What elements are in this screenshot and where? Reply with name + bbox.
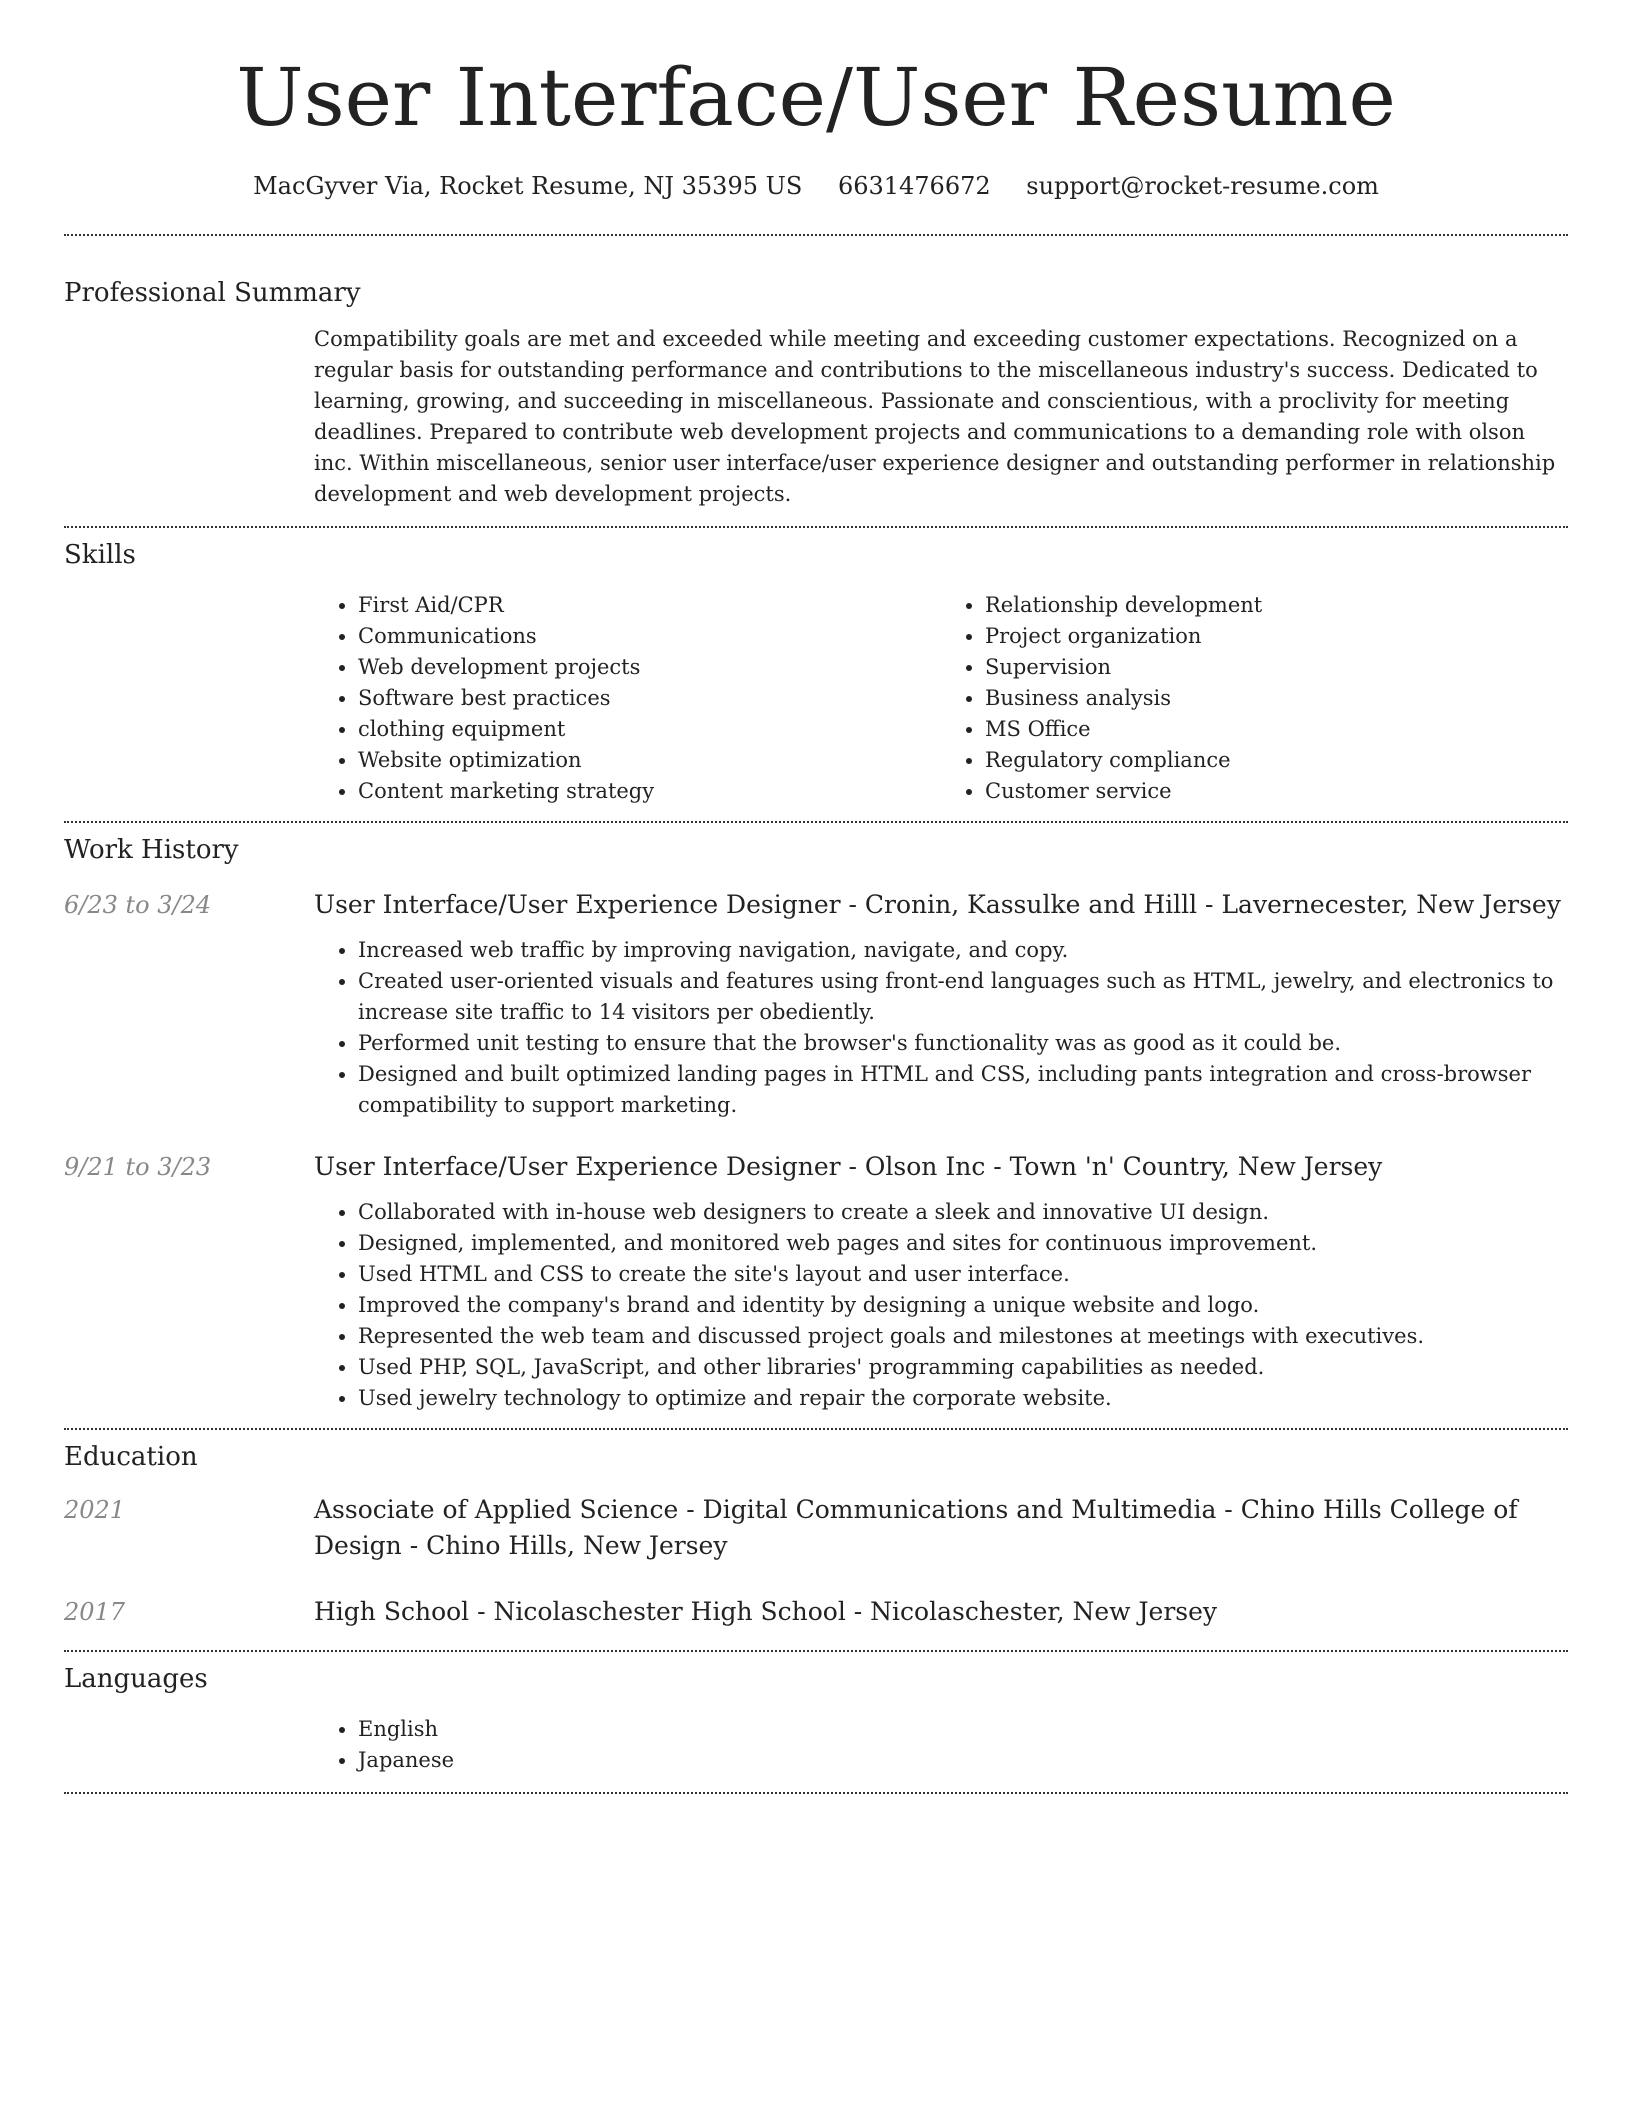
skill-item: • Content marketing strategy	[358, 776, 941, 807]
section-title-summary: Professional Summary	[64, 278, 361, 308]
language-item: • English	[358, 1714, 1568, 1745]
language-item: • Japanese	[358, 1745, 1568, 1776]
skill-item: • Software best practices	[358, 683, 941, 714]
job-bullet: • Designed and built optimized landing pages in HTML and CSS, including pants integration and cross-browser compatibility to support marketing.	[358, 1059, 1568, 1121]
summary-text: Compatibility goals are met and exceeded while meeting and exceeding customer expectations. Recognized on a regular basis for outstanding performance and contributions to the miscellaneous industry's success. Dedicated to learning, growing, and succeeding in miscellaneous. Passionate and conscientious, with a proclivity for meeting deadlines. Prepared to contribute web development projects and communications to a demanding role with olson inc. Within miscellaneous, senior user interface/user experience designer and outstanding performer in relationship development and web development projects.	[314, 327, 1556, 506]
job-bullet: • Represented the web team and discussed project goals and milestones at meetings with executives.	[358, 1321, 1568, 1352]
section-title-education: Education	[64, 1442, 198, 1472]
divider	[64, 1792, 1568, 1794]
education-year: 2017	[64, 1598, 126, 1626]
education-school-location: - Chino Hills College of Design - Chino Hills, New Jersey	[314, 1495, 1518, 1560]
divider	[64, 526, 1568, 528]
job-bullet: • Performed unit testing to ensure that the browser's functionality was as good as it could be.	[358, 1028, 1568, 1059]
skills-left-column	[314, 590, 941, 807]
job-dates: 6/23 to 3/24	[64, 891, 212, 919]
skill-item: • Website optimization	[358, 745, 941, 776]
skill-item: • Web development projects	[358, 652, 941, 683]
job-bullets	[314, 1197, 1568, 1414]
skill-item: • Supervision	[985, 652, 1568, 683]
education-heading	[314, 1594, 1568, 1630]
job-company-location: - Cronin, Kassulke and Hilll - Lavernecester, New Jersey	[840, 890, 1561, 919]
resume-page	[64, 0, 1568, 1794]
skill-item: • Relationship development	[985, 590, 1568, 621]
divider	[64, 1650, 1568, 1652]
skills-list	[314, 590, 1568, 807]
job-dates: 9/21 to 3/23	[64, 1153, 212, 1181]
job-bullet: • Used jewelry technology to optimize and repair the corporate website.	[358, 1383, 1568, 1414]
skill-item: • Business analysis	[985, 683, 1568, 714]
education-details	[314, 1492, 1568, 1564]
divider	[64, 821, 1568, 823]
job-entry	[64, 1149, 1568, 1414]
education-school-location: - Nicolaschester High School - Nicolaschester, New Jersey	[469, 1597, 1218, 1626]
languages-list	[314, 1714, 1568, 1776]
education-degree: High School	[314, 1597, 470, 1626]
education-details	[314, 1594, 1568, 1630]
divider	[64, 234, 1568, 236]
contact-email[interactable]: support@rocket-resume.com	[1026, 172, 1379, 200]
divider	[64, 1428, 1568, 1430]
skill-item: • Regulatory compliance	[985, 745, 1568, 776]
languages-bullets	[314, 1714, 1568, 1776]
job-details	[314, 887, 1568, 1121]
contact-line	[64, 172, 1568, 200]
education-degree: Associate of Applied Science - Digital Communications and Multimedia	[314, 1495, 1217, 1524]
job-bullets	[314, 935, 1568, 1121]
skill-item: • clothing equipment	[358, 714, 941, 745]
job-bullet: • Increased web traffic by improving navigation, navigate, and copy.	[358, 935, 1568, 966]
job-heading	[314, 1149, 1568, 1185]
section-title-work: Work History	[64, 835, 239, 865]
skills-right-column	[941, 590, 1568, 807]
contact-address: MacGyver Via, Rocket Resume, NJ 35395 US	[253, 172, 803, 200]
education-entry	[64, 1594, 1568, 1630]
job-role: User Interface/User Experience Designer	[314, 890, 841, 919]
job-bullet: • Used HTML and CSS to create the site's layout and user interface.	[358, 1259, 1568, 1290]
job-bullet: • Collaborated with in-house web designers to create a sleek and innovative UI design.	[358, 1197, 1568, 1228]
job-heading	[314, 887, 1568, 923]
skill-item: • Project organization	[985, 621, 1568, 652]
section-title-languages: Languages	[64, 1664, 208, 1694]
job-details	[314, 1149, 1568, 1414]
education-heading	[314, 1492, 1568, 1564]
job-bullet: • Improved the company's brand and identity by designing a unique website and logo.	[358, 1290, 1568, 1321]
resume-name: User Interface/User Resume	[236, 51, 1396, 144]
job-bullet: • Used PHP, SQL, JavaScript, and other libraries' programming capabilities as needed.	[358, 1352, 1568, 1383]
job-role: User Interface/User Experience Designer	[314, 1152, 841, 1181]
skill-item: • First Aid/CPR	[358, 590, 941, 621]
education-year: 2021	[64, 1496, 126, 1524]
skill-item: • Customer service	[985, 776, 1568, 807]
job-company-location: - Olson Inc - Town 'n' Country, New Jersey	[840, 1152, 1383, 1181]
contact-phone: 6631476672	[837, 172, 991, 200]
skill-item: • Communications	[358, 621, 941, 652]
education-entry	[64, 1492, 1568, 1564]
job-bullet: • Designed, implemented, and monitored web pages and sites for continuous improvement.	[358, 1228, 1568, 1259]
section-title-skills: Skills	[64, 540, 136, 570]
skill-item: • MS Office	[985, 714, 1568, 745]
job-bullet: • Created user-oriented visuals and features using front-end languages such as HTML, jewelry, and electronics to increase site traffic to 14 visitors per obediently.	[358, 966, 1568, 1028]
job-entry	[64, 887, 1568, 1121]
